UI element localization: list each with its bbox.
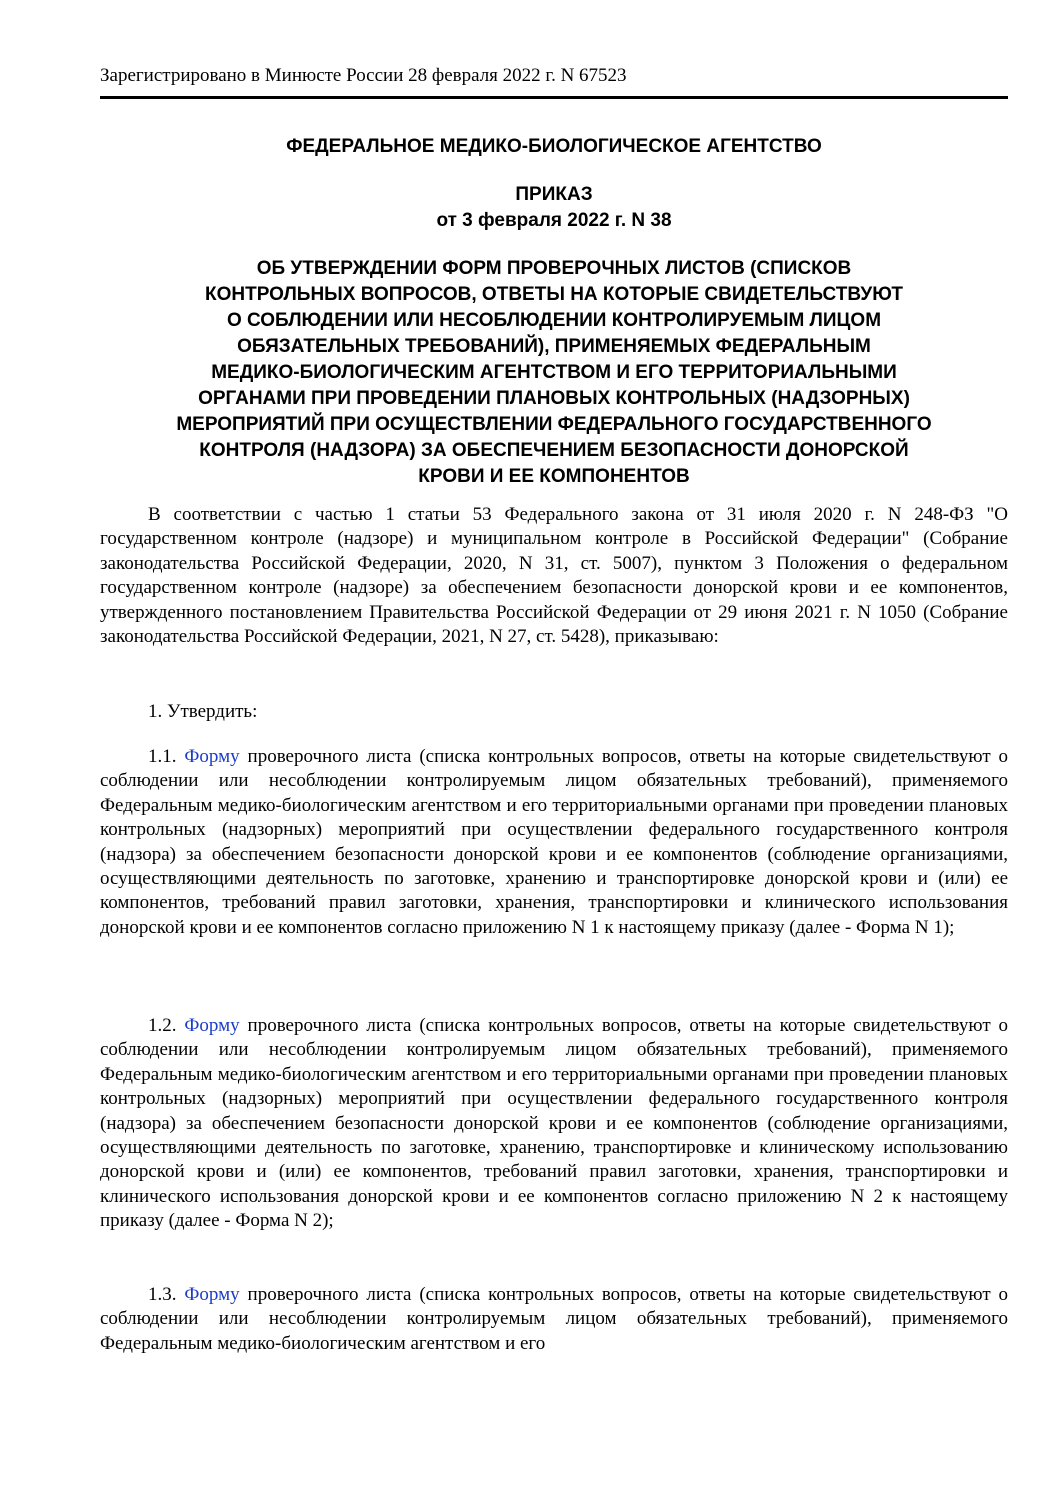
item-1-1-paragraph [100, 745, 1008, 940]
item-1-2-paragraph [100, 1014, 1008, 1234]
document-page [100, 0, 1008, 1497]
order-title: ПРИКАЗ [515, 184, 593, 205]
item-number: 1.3. [148, 1284, 177, 1305]
registration-note: Зарегистрировано в Минюсте России 28 февраля 2022 г. N 67523 [100, 65, 627, 86]
document-title-line: ОРГАНАМИ ПРИ ПРОВЕДЕНИИ ПЛАНОВЫХ КОНТРОЛЬНЫХ (НАДЗОРНЫХ) [198, 388, 910, 409]
form-2-link[interactable]: Форму [184, 1015, 240, 1036]
document-title [100, 256, 1008, 490]
document-title-line: КОНТРОЛЯ (НАДЗОРА) ЗА ОБЕСПЕЧЕНИЕМ БЕЗОПАСНОСТИ ДОНОРСКОЙ [199, 440, 909, 461]
order-date-number: от 3 февраля 2022 г. N 38 [436, 210, 672, 231]
item-text: проверочного листа (списка контрольных вопросов, ответы на которые свидетельствуют о соблюдении или несоблюдении контролируемым лицом обязательных требований), применяемого Федеральным медико-биологическим агентством и его [100, 1284, 1009, 1354]
agency-name: ФЕДЕРАЛЬНОЕ МЕДИКО-БИОЛОГИЧЕСКОЕ АГЕНТСТВО [286, 136, 822, 157]
item-1-3-paragraph [100, 1283, 1008, 1356]
item-1-approve: 1. Утвердить: [148, 701, 258, 722]
item-text: проверочного листа (списка контрольных вопросов, ответы на которые свидетельствуют о соблюдении или несоблюдении контролируемым лицом обязательных требований), применяемого Федеральным медико-биологическим агентством и его территориальными органами при проведении плановых контрольных (надзорных) мероприятий при осуществлении федерального государственного контроля (надзора) за обеспечением безопасности донорской крови и ее компонентов (соблюдение организациями, осуществляющими деятельность по заготовке, хранению, транспортировке и клиническому использованию донорской крови и (или) ее компонентов, требований правил заготовки, хранения, транспортировки и клинического использования донорской крови и ее компонентов согласно приложению N 2 к настоящему приказу (далее - Форма N 2); [100, 1015, 1009, 1232]
item-number: 1.1. [148, 746, 177, 767]
item-number: 1.2. [148, 1015, 177, 1036]
document-title-line: ОБЯЗАТЕЛЬНЫХ ТРЕБОВАНИЙ), ПРИМЕНЯЕМЫХ ФЕДЕРАЛЬНЫМ [237, 336, 871, 357]
form-1-link[interactable]: Форму [184, 746, 240, 767]
document-title-line: КРОВИ И ЕЕ КОМПОНЕНТОВ [418, 466, 690, 487]
form-3-link[interactable]: Форму [184, 1284, 240, 1305]
document-title-line: О СОБЛЮДЕНИИ ИЛИ НЕСОБЛЮДЕНИИ КОНТРОЛИРУЕМЫМ ЛИЦОМ [226, 310, 882, 331]
document-title-line: КОНТРОЛЬНЫХ ВОПРОСОВ, ОТВЕТЫ НА КОТОРЫЕ СВИДЕТЕЛЬСТВУЮТ [205, 284, 903, 305]
document-title-line: ОБ УТВЕРЖДЕНИИ ФОРМ ПРОВЕРОЧНЫХ ЛИСТОВ (СПИСКОВ [256, 258, 852, 279]
item-text: проверочного листа (списка контрольных вопросов, ответы на которые свидетельствуют о соблюдении или несоблюдении контролируемым лицом обязательных требований), применяемого Федеральным медико-биологическим агентством и его территориальными органами при проведении плановых контрольных (надзорных) мероприятий при осуществлении федерального государственного контроля (надзора) за обеспечением безопасности донорской крови и ее компонентов (соблюдение организациями, осуществляющими деятельность по заготовке, хранению и транспортировке донорской крови и (или) ее компонентов, требований правил заготовки, хранения, транспортировки и клинического использования донорской крови и ее компонентов согласно приложению N 1 к настоящему приказу (далее - Форма N 1); [100, 746, 1009, 938]
header-divider [100, 96, 1008, 99]
document-title-line: МЕРОПРИЯТИЙ ПРИ ОСУЩЕСТВЛЕНИИ ФЕДЕРАЛЬНОГО ГОСУДАРСТВЕННОГО [176, 414, 932, 435]
document-title-line: МЕДИКО-БИОЛОГИЧЕСКИМ АГЕНТСТВОМ И ЕГО ТЕРРИТОРИАЛЬНЫМИ [211, 362, 897, 383]
intro-paragraph: В соответствии с частью 1 статьи 53 Федерального закона от 31 июля 2020 г. N 248-ФЗ "О государственном контроле (надзоре) и муниципальном контроле в Российской Федерации" (Собрание законодательства Российской Федерации, 2020, N 31, ст. 5007), пунктом 3 Положения о федеральном государственном контроле (надзоре) за обеспечением безопасности донорской крови и ее компонентов, утвержденного постановлением Правительства Российской Федерации от 29 июня 2021 г. N 1050 (Собрание законодательства Российской Федерации, 2021, N 27, ст. 5428), приказываю: [100, 504, 1008, 648]
